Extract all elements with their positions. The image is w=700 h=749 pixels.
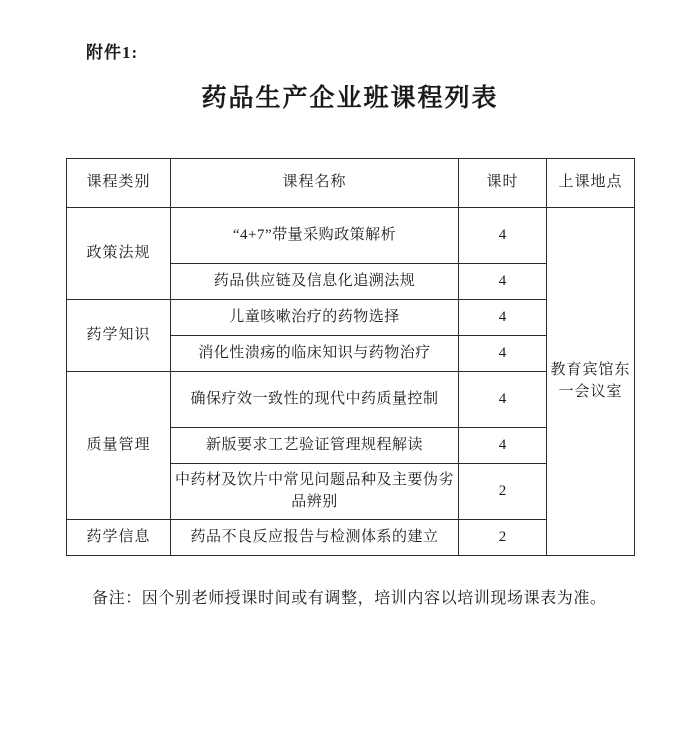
category-cell-quality: 质量管理 bbox=[67, 372, 171, 520]
course-name-cell: 新版要求工艺验证管理规程解读 bbox=[171, 428, 459, 464]
footer-note: 备注：因个别老师授课时间或有调整，培训内容以培训现场课表为准。 bbox=[92, 590, 607, 607]
course-hours-cell: 2 bbox=[459, 464, 547, 520]
place-cell: 教育宾馆东一会议室 bbox=[547, 208, 635, 556]
course-name-cell: 药品供应链及信息化追溯法规 bbox=[171, 264, 459, 300]
course-hours-cell: 4 bbox=[459, 300, 547, 336]
table-row bbox=[67, 208, 635, 264]
course-name-cell: 消化性溃疡的临床知识与药物治疗 bbox=[171, 336, 459, 372]
table-body bbox=[67, 208, 635, 556]
header-cell-place: 上课地点 bbox=[547, 159, 635, 208]
course-hours-cell: 4 bbox=[459, 372, 547, 428]
course-hours-cell: 2 bbox=[459, 520, 547, 556]
table-header-row bbox=[67, 159, 635, 208]
course-name-cell: 儿童咳嗽治疗的药物选择 bbox=[171, 300, 459, 336]
page-title: 药品生产企业班课程列表 bbox=[201, 85, 499, 112]
course-table bbox=[66, 158, 635, 556]
category-cell-information: 药学信息 bbox=[67, 520, 171, 556]
category-cell-policy: 政策法规 bbox=[67, 208, 171, 300]
course-name-cell: 中药材及饮片中常见问题品种及主要伪劣品辨别 bbox=[171, 464, 459, 520]
category-cell-pharmacology: 药学知识 bbox=[67, 300, 171, 372]
course-table-wrapper bbox=[66, 158, 634, 556]
course-hours-cell: 4 bbox=[459, 428, 547, 464]
course-hours-cell: 4 bbox=[459, 208, 547, 264]
course-name-cell: “4+7”带量采购政策解析 bbox=[171, 208, 459, 264]
header-cell-category: 课程类别 bbox=[67, 159, 171, 208]
course-name-cell: 确保疗效一致性的现代中药质量控制 bbox=[171, 372, 459, 428]
course-hours-cell: 4 bbox=[459, 264, 547, 300]
course-hours-cell: 4 bbox=[459, 336, 547, 372]
course-name-cell: 药品不良反应报告与检测体系的建立 bbox=[171, 520, 459, 556]
header-cell-hours: 课时 bbox=[459, 159, 547, 208]
header-cell-name: 课程名称 bbox=[171, 159, 459, 208]
table-header bbox=[67, 159, 635, 208]
attachment-label: 附件1: bbox=[86, 43, 139, 62]
